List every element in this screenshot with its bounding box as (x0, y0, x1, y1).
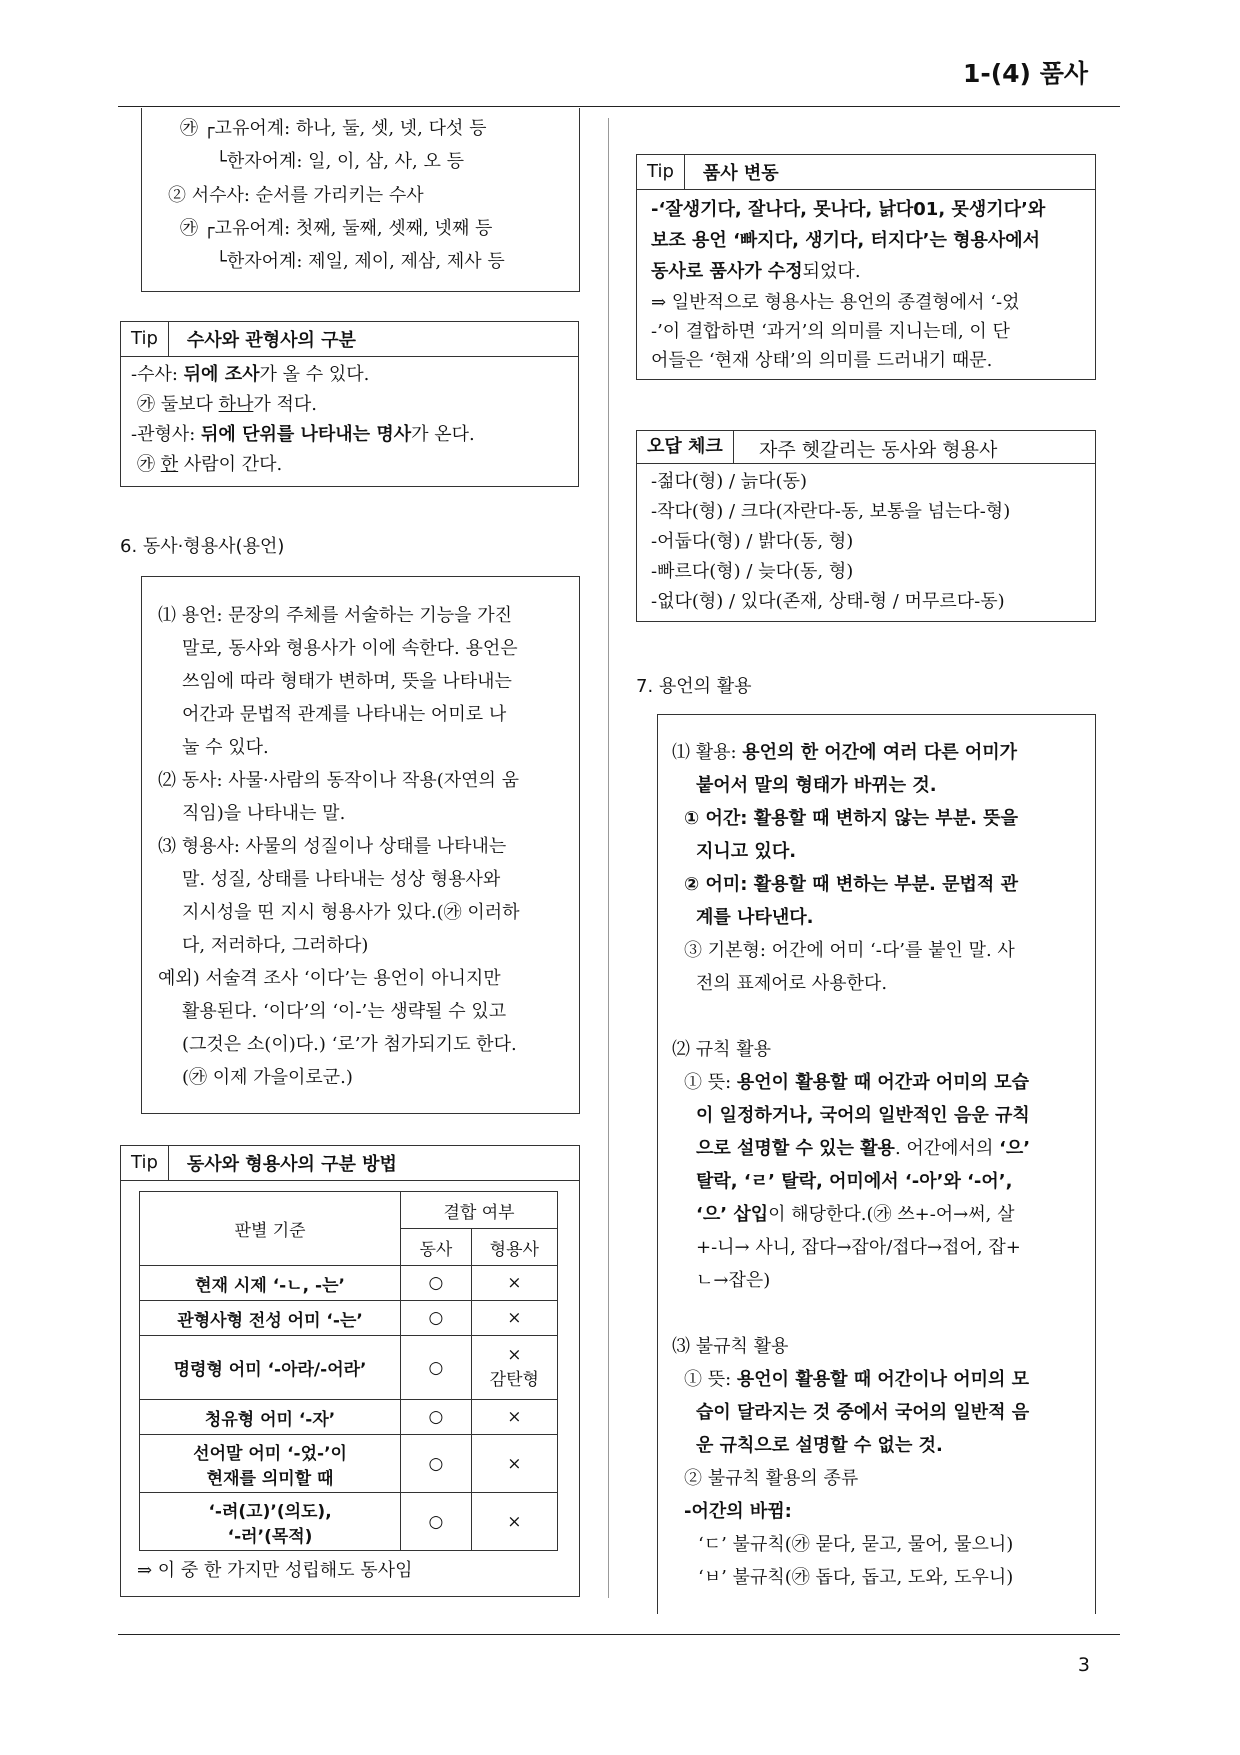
check-line: -작다(형) / 크다(자란다-동, 보통을 넘는다-형) (651, 501, 1011, 522)
def-line: 다, 저러하다, 그러하다) (182, 935, 369, 956)
conj-line: 계를 나타낸다. (696, 907, 814, 928)
def-line: 지시성을 띤 지시 형용사가 있다.(㉮ 이러하 (182, 902, 520, 923)
def-line: (㉮ 이제 가을이로군.) (182, 1067, 353, 1088)
tip-note: ⇒ 이 중 한 가지만 성립해도 동사임 (137, 1560, 413, 1581)
conj-line: ‘ㅂ’ 불규칙(㉮ 돕다, 돕고, 도와, 도우니) (698, 1567, 1014, 1588)
conj-line: +-니→ 사니, 잡다→잡아/접다→접어, 잡+ (696, 1237, 1021, 1258)
def-line: ⑵ 동사: 사물·사람의 동작이나 작용(자연의 움 (158, 770, 520, 791)
table-cell-verb: ○ (401, 1336, 472, 1400)
conj-line: 운 규칙으로 설명할 수 없는 것. (696, 1435, 943, 1456)
table-cell-criteria: ‘-려(고)’(의도), ‘-러’(목적) (140, 1493, 401, 1551)
tip-line: ㉮ 한 사람이 간다. (137, 454, 283, 475)
tip-line: -관형사: 뒤에 단위를 나타내는 명사가 온다. (131, 424, 475, 445)
tip-header (121, 322, 578, 357)
header-rule (118, 106, 1120, 107)
conj-line: 붙어서 말의 형태가 바뀌는 것. (696, 775, 937, 796)
conj-line: 으로 설명할 수 있는 활용. 어간에서의 ‘으’ (696, 1138, 1031, 1159)
numeral-line: ㉮ ┌고유어계: 첫째, 둘째, 셋째, 넷째 등 (180, 218, 493, 239)
numeral-line: └한자어계: 일, 이, 삼, 사, 오 등 (216, 151, 464, 172)
tip-title: 수사와 관형사의 구분 (186, 330, 356, 351)
table-cell-criteria: 관형사형 전성 어미 ‘-는’ (140, 1301, 401, 1336)
table-header-verb: 동사 (401, 1229, 472, 1266)
check-header (637, 431, 1095, 464)
numeral-box (141, 108, 580, 292)
tip-line: -’이 결합하면 ‘과거’의 의미를 지니는데, 이 단 (651, 321, 1010, 342)
tip-line: ㉮ 둘보다 하나가 적다. (137, 394, 317, 415)
tip-header (637, 155, 1095, 190)
numeral-line: └한자어계: 제일, 제이, 제삼, 제사 등 (216, 251, 505, 272)
section-heading: 6. 동사·형용사(용언) (120, 536, 285, 557)
numeral-line: ② 서수사: 순서를 가리키는 수사 (168, 185, 424, 206)
table-cell-adjective: × 감탄형 (471, 1336, 557, 1400)
tip-header (121, 1146, 579, 1181)
check-label: 오답 체크 (637, 431, 734, 463)
conj-line: ㄴ→잡은) (696, 1270, 771, 1291)
conj-line: ② 불규칙 활용의 종류 (684, 1468, 859, 1489)
tip-label: Tip (121, 322, 169, 356)
conjugation-box (657, 714, 1096, 1614)
page-number: 3 (1077, 1654, 1090, 1676)
tip-line: ⇒ 일반적으로 형용사는 용언의 종결형에서 ‘-었 (651, 292, 1020, 313)
conj-line: ‘으’ 삽입이 해당한다.(㉮ 쓰+-어→써, 살 (696, 1204, 1015, 1225)
conj-line: 이 일정하거나, 국어의 일반적인 음운 규칙 (696, 1105, 1030, 1126)
check-line: -없다(형) / 있다(존재, 상태-형 / 머무르다-동) (651, 591, 1005, 612)
check-line: -빠르다(형) / 늦다(동, 형) (651, 561, 854, 582)
conj-line: 지니고 있다. (696, 841, 797, 862)
table-cell-criteria: 선어말 어미 ‘-었-’이 현재를 의미할 때 (140, 1435, 401, 1493)
numeral-line: ㉮ ┌고유어계: 하나, 둘, 셋, 넷, 다섯 등 (180, 118, 487, 139)
def-line: 말. 성질, 상태를 나타내는 성상 형용사와 (182, 869, 501, 890)
def-line: ⑴ 용언: 문장의 주체를 서술하는 기능을 가진 (158, 605, 512, 626)
table-cell-verb: ○ (401, 1435, 472, 1493)
conj-line: 전의 표제어로 사용한다. (696, 973, 888, 994)
check-line: -어둡다(형) / 밝다(동, 형) (651, 531, 854, 552)
conj-line: ① 어간: 활용할 때 변하지 않는 부분. 뜻을 (684, 808, 1018, 829)
def-line: 예외) 서술격 조사 ‘이다’는 용언이 아니지만 (158, 968, 501, 989)
conj-line: ⑵ 규칙 활용 (672, 1039, 771, 1060)
def-line: 쓰임에 따라 형태가 변하며, 뜻을 나타내는 (182, 671, 512, 692)
def-line: ⑶ 형용사: 사물의 성질이나 상태를 나타내는 (158, 836, 507, 857)
def-line: 어간과 문법적 관계를 나타내는 어미로 나 (182, 704, 507, 725)
conj-line: ② 어미: 활용할 때 변하는 부분. 문법적 관 (684, 874, 1018, 895)
page-header-title: 1-(4) 품사 (962, 59, 1088, 88)
definition-box (141, 576, 580, 1114)
tip-line: 동사로 품사가 수정되었다. (651, 261, 861, 282)
table-cell-criteria: 명령형 어미 ‘-아라/-어라’ (140, 1336, 401, 1400)
conj-line: ① 뜻: 용언이 활용할 때 어간과 어미의 모습 (684, 1072, 1030, 1093)
conj-line: ① 뜻: 용언이 활용할 때 어간이나 어미의 모 (684, 1369, 1030, 1390)
table-cell-adjective: × (471, 1400, 557, 1435)
table-header-combine: 결합 여부 (401, 1192, 558, 1229)
tip-line: -‘잘생기다, 잘나다, 못나다, 낡다01, 못생기다’와 (651, 199, 1046, 220)
tip-title: 품사 변동 (702, 163, 779, 184)
check-title: 자주 헷갈리는 동사와 형용사 (759, 439, 998, 461)
table-cell-criteria: 현재 시제 ‘-ㄴ, -는’ (140, 1266, 401, 1301)
tip-verb-vs-adjective (120, 1145, 580, 1597)
wrong-answer-check (636, 430, 1096, 622)
tip-line: -수사: 뒤에 조사가 올 수 있다. (131, 364, 370, 385)
table-cell-adjective: × (471, 1301, 557, 1336)
column-divider (608, 118, 609, 1598)
tip-label: Tip (121, 1146, 169, 1180)
tip-line: 어들은 ‘현재 상태’의 의미를 드러내기 때문. (651, 350, 993, 371)
table-header-adjective: 형용사 (471, 1229, 557, 1266)
conj-line: -어간의 바뀜: (684, 1501, 792, 1522)
conj-line: 습이 달라지는 것 중에서 국어의 일반적 음 (696, 1402, 1030, 1423)
conj-line: ‘ㄷ’ 불규칙(㉮ 묻다, 묻고, 물어, 물으니) (698, 1534, 1014, 1555)
tip-pos-change (636, 154, 1096, 380)
tip-title: 동사와 형용사의 구분 방법 (186, 1154, 397, 1175)
conj-line: ③ 기본형: 어간에 어미 ‘-다’를 붙인 말. 사 (684, 940, 1015, 961)
check-line: -젊다(형) / 늙다(동) (651, 471, 808, 492)
table-cell-adjective: × (471, 1493, 557, 1551)
conj-line: 탈락, ‘ㄹ’ 탈락, 어미에서 ‘-아’와 ‘-어’, (696, 1171, 1013, 1192)
tip-line: 보조 용언 ‘빠지다, 생기다, 터지다’는 형용사에서 (651, 230, 1041, 251)
conj-line: ⑴ 활용: 용언의 한 어간에 여러 다른 어미가 (672, 742, 1018, 763)
verb-adjective-table (139, 1191, 558, 1551)
table-header-criteria: 판별 기준 (140, 1192, 401, 1266)
table-cell-verb: ○ (401, 1493, 472, 1551)
conj-line: ⑶ 불규칙 활용 (672, 1336, 789, 1357)
def-line: 눌 수 있다. (182, 737, 269, 758)
footer-rule (118, 1634, 1120, 1635)
table-cell-verb: ○ (401, 1266, 472, 1301)
tip-label: Tip (637, 155, 685, 189)
section-heading: 7. 용언의 활용 (636, 676, 752, 697)
def-line: (그것은 소(이)다.) ‘로’가 첨가되기도 한다. (182, 1034, 517, 1055)
def-line: 직임)을 나타내는 말. (182, 803, 346, 824)
def-line: 말로, 동사와 형용사가 이에 속한다. 용언은 (182, 638, 518, 659)
def-line: 활용된다. ‘이다’의 ‘이-’는 생략될 수 있고 (182, 1001, 507, 1022)
table-cell-verb: ○ (401, 1400, 472, 1435)
table-cell-adjective: × (471, 1435, 557, 1493)
table-cell-verb: ○ (401, 1301, 472, 1336)
table-cell-adjective: × (471, 1266, 557, 1301)
tip-numeral-vs-determiner (120, 321, 579, 487)
table-cell-criteria: 청유형 어미 ‘-자’ (140, 1400, 401, 1435)
